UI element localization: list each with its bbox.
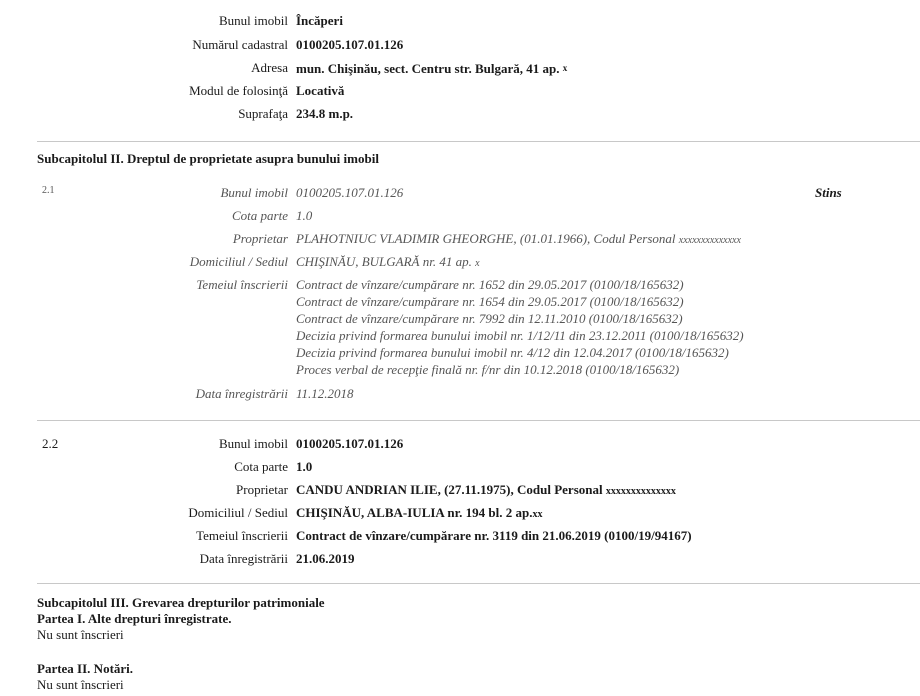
temeiul-line: Contract de vînzare/cumpărare nr. 1654 din 29.05.2017 (0100/18/165632) xyxy=(296,294,684,309)
divider xyxy=(37,420,920,421)
value-data-inregistrarii: 21.06.2019 xyxy=(296,551,355,566)
section2-title: Subcapitolul II. Dreptul de proprietate asupra bunului imobil xyxy=(37,151,379,166)
status-badge: Stins xyxy=(815,185,842,200)
label-numarul-cadastral: Numărul cadastral xyxy=(192,37,288,52)
label-suprafata: Suprafaţa xyxy=(238,106,288,121)
value-temeiul-inscrierii: Contract de vînzare/cumpărare nr. 3119 din 21.06.2019 (0100/19/94167) xyxy=(296,528,692,543)
temeiul-line: Decizia privind formarea bunului imobil nr. 4/12 din 12.04.2017 (0100/18/165632) xyxy=(296,345,729,360)
label-domiciliul: Domiciliul / Sediul xyxy=(189,254,288,269)
label-adresa: Adresa xyxy=(251,60,288,75)
part2-text: Nu sunt înscrieri xyxy=(37,677,124,692)
adresa-text: mun. Chişinău, sect. Centru str. Bulgară, 41 ap. xyxy=(296,61,560,76)
domiciliul-mask: xx xyxy=(532,509,543,520)
proprietar-text: PLAHOTNIUC VLADIMIR GHEORGHE, (01.01.1966), Codul Personal xyxy=(296,231,676,246)
personal-code-mask: xxxxxxxxxxxxxx xyxy=(605,486,676,497)
label-bunul-imobil: Bunul imobil xyxy=(219,13,288,28)
temeiul-line: Decizia privind formarea bunului imobil nr. 1/12/11 din 23.12.2011 (0100/18/165632) xyxy=(296,328,744,343)
label-bunul-imobil: Bunul imobil xyxy=(219,436,288,451)
entry-number: 2.2 xyxy=(42,436,59,451)
label-proprietar: Proprietar xyxy=(236,482,288,497)
value-bunul-imobil: Încăperi xyxy=(296,13,343,28)
value-modul-folosinta: Locativă xyxy=(296,83,345,98)
label-bunul-imobil: Bunul imobil xyxy=(220,185,288,200)
label-temeiul-inscrierii: Temeiul înscrierii xyxy=(196,277,288,292)
domiciliul-text: CHIŞINĂU, BULGARĂ nr. 41 ap. xyxy=(296,254,472,269)
label-cota-parte: Cota parte xyxy=(234,459,288,474)
proprietar-text: CANDU ANDRIAN ILIE, (27.11.1975), Codul Personal xyxy=(296,482,603,497)
value-proprietar xyxy=(296,482,676,500)
label-modul-folosinta: Modul de folosinţă xyxy=(189,83,288,98)
part1-text: Nu sunt înscrieri xyxy=(37,627,124,642)
personal-code-mask: xxxxxxxxxxxxxx xyxy=(678,235,741,246)
temeiul-line: Contract de vînzare/cumpărare nr. 1652 din 29.05.2017 (0100/18/165632) xyxy=(296,277,684,292)
part2-title: Partea II. Notări. xyxy=(37,661,134,676)
divider xyxy=(37,141,920,142)
temeiul-line: Proces verbal de recepţie finală nr. f/nr din 10.12.2018 (0100/18/165632) xyxy=(296,362,680,377)
value-numarul-cadastral: 0100205.107.01.126 xyxy=(296,37,404,52)
label-cota-parte: Cota parte xyxy=(232,208,288,223)
value-data-inregistrarii: 11.12.2018 xyxy=(296,386,354,401)
temeiul-line: Contract de vînzare/cumpărare nr. 7992 din 12.11.2010 (0100/18/165632) xyxy=(296,311,683,326)
value-domiciliul xyxy=(296,505,542,523)
label-temeiul-inscrierii: Temeiul înscrierii xyxy=(196,528,288,543)
domiciliul-text: CHIŞINĂU, ALBA-IULIA nr. 194 bl. 2 ap. xyxy=(296,505,533,520)
value-cota-parte: 1.0 xyxy=(296,208,313,223)
value-cota-parte: 1.0 xyxy=(296,459,313,474)
label-data-inregistrarii: Data înregistrării xyxy=(195,386,288,401)
divider xyxy=(37,583,920,584)
adresa-mask: x xyxy=(562,63,568,73)
label-proprietar: Proprietar xyxy=(232,231,288,246)
entry-number: 2.1 xyxy=(42,185,55,196)
part1-title: Partea I. Alte drepturi înregistrate. xyxy=(37,611,232,626)
value-suprafata: 234.8 m.p. xyxy=(296,106,354,121)
value-proprietar xyxy=(296,231,741,249)
value-domiciliul xyxy=(296,254,480,272)
value-adresa xyxy=(296,60,567,77)
value-bunul-imobil: 0100205.107.01.126 xyxy=(296,436,404,451)
label-domiciliul: Domiciliul / Sediul xyxy=(188,505,288,520)
value-bunul-imobil: 0100205.107.01.126 xyxy=(296,185,404,200)
label-data-inregistrarii: Data înregistrării xyxy=(199,551,288,566)
section3-title: Subcapitolul III. Grevarea drepturilor patrimoniale xyxy=(37,595,325,610)
domiciliul-mask: x xyxy=(475,258,480,269)
